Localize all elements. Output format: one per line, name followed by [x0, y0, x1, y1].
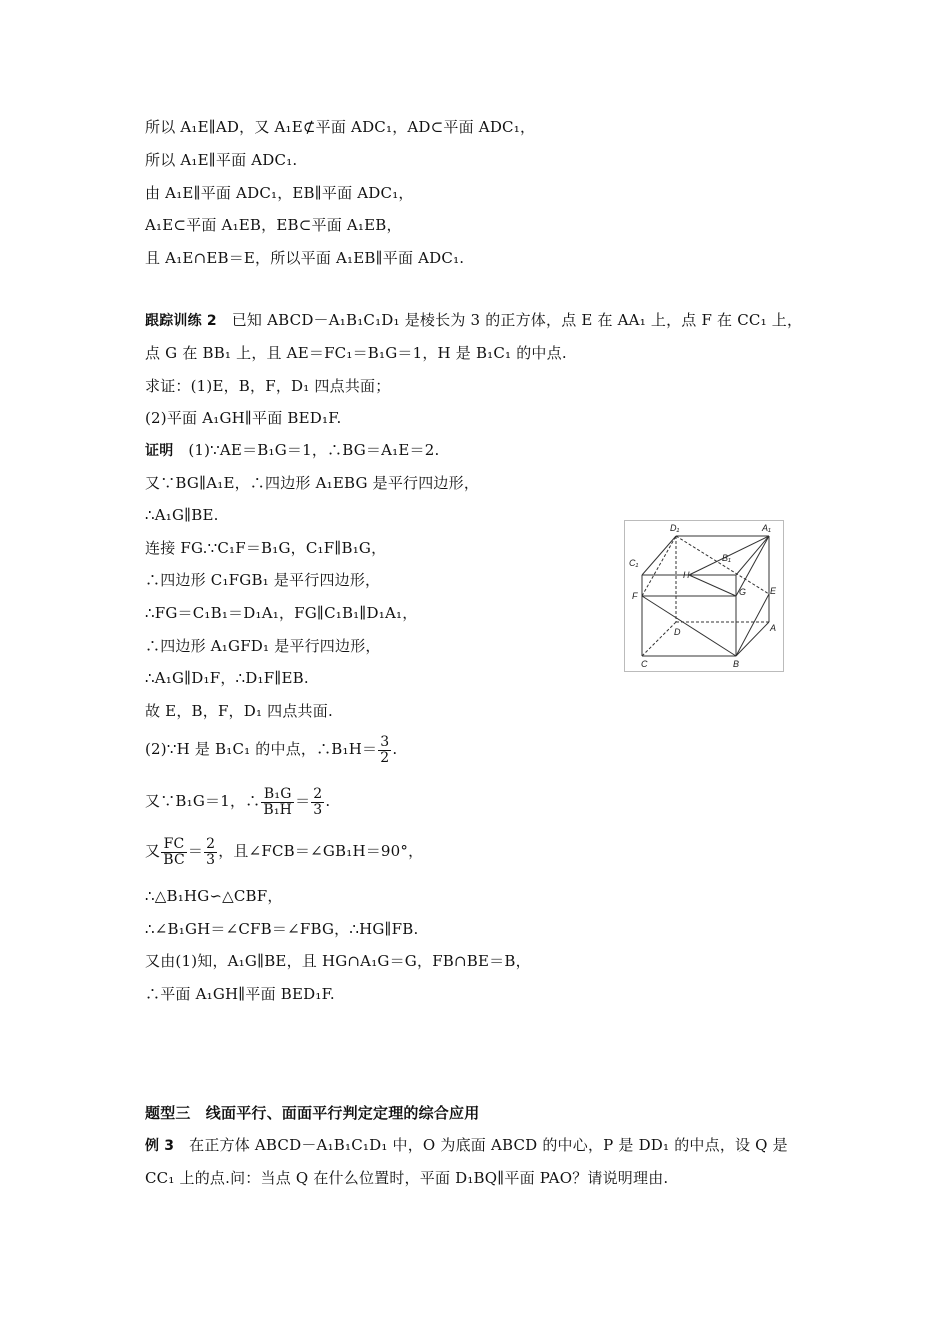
proof2-text-1: (1)∵AE＝B₁G＝1，∴BG＝A₁E＝2.: [188, 441, 440, 459]
fraction-b1g-b1h: [261, 787, 294, 818]
label-b1: B₁: [722, 553, 731, 563]
proof2-text-12-end: ，且∠FCB＝∠GB₁H＝90°，: [218, 842, 424, 860]
fraction-numerator: B₁G: [261, 787, 294, 803]
label-b: B: [733, 659, 740, 669]
label-g: G: [739, 587, 747, 597]
section-title: 题型三 线面平行、面面平行判定定理的综合应用: [145, 1104, 480, 1122]
label-c: C: [641, 659, 648, 669]
proof2-line-14: ∴∠B₁GH＝∠CFB＝∠FBG，∴HG∥FB.: [145, 920, 419, 938]
label-e: E: [770, 586, 777, 596]
proof2-text-10-end: .: [392, 740, 398, 758]
label-d1: D₁: [670, 523, 680, 533]
proof2-text-12: 又: [145, 842, 161, 860]
proof-label: 证明: [145, 443, 174, 459]
fraction-numerator: 2: [206, 835, 216, 852]
fraction-denominator: BC: [163, 851, 185, 868]
proof2-line-8: ∴A₁G∥D₁F，∴D₁F∥EB.: [145, 669, 309, 687]
proof2-line-10: [145, 733, 397, 766]
label-a: A: [770, 623, 777, 633]
fraction-numerator: 3: [380, 733, 390, 750]
fraction-numerator: FC: [161, 837, 187, 853]
example3-line-2: CC₁ 上的点.问：当点 Q 在什么位置时，平面 D₁BQ∥平面 PAO？请说明理由.: [145, 1169, 669, 1187]
fraction-2-3: [311, 787, 324, 818]
proof2-line-15: 又由(1)知，A₁G∥BE，且 HG∩A₁G＝G，FB∩BE＝B，: [145, 952, 531, 970]
proof2-line-7: ∴四边形 A₁GFD₁ 是平行四边形，: [145, 637, 381, 655]
proof1-line-4: A₁E⊂平面 A₁EB，EB⊂平面 A₁EB，: [145, 216, 402, 234]
proof2-text-10: (2)∵H 是 B₁C₁ 的中点，∴B₁H＝: [145, 740, 378, 758]
label-a1: A₁: [762, 523, 771, 533]
proof2-line-4: 连接 FG.∵C₁F＝B₁G，C₁F∥B₁G，: [145, 539, 387, 557]
proof2-line-2: 又∵BG∥A₁E，∴四边形 A₁EBG 是平行四边形，: [145, 474, 480, 492]
cube-diagram: [624, 520, 784, 672]
equals-sign: ＝: [187, 842, 204, 860]
proof2-text-11-end: .: [325, 792, 331, 810]
proof1-line-2: 所以 A₁E∥平面 ADC₁.: [145, 151, 298, 169]
fraction-3-2: [378, 735, 391, 766]
fraction-fc-bc: [161, 837, 187, 868]
equals-sign: ＝: [295, 792, 311, 810]
proof2-line-12: [145, 835, 423, 868]
proof2-line-6: ∴FG＝C₁B₁＝D₁A₁，FG∥C₁B₁∥D₁A₁，: [145, 604, 418, 622]
exercise-line-3: 求证：(1)E，B，F，D₁ 四点共面；: [145, 377, 391, 395]
label-f: F: [632, 591, 638, 601]
fraction-2-3b: [204, 837, 217, 868]
exercise-label: 跟踪训练 2: [145, 313, 217, 329]
example3-line-1: [145, 1135, 788, 1156]
fraction-denominator: 3: [313, 801, 323, 818]
exercise-line-1: [145, 310, 802, 331]
fraction-denominator: 3: [206, 851, 216, 868]
cube-figure: [624, 520, 784, 672]
label-c1: C₁: [629, 558, 639, 568]
exercise-text-1: 已知 ABCD－A₁B₁C₁D₁ 是棱长为 3 的正方体，点 E 在 AA₁ 上，点 F 在 CC₁ 上，: [231, 311, 803, 329]
proof1-line-5: 且 A₁E∩EB＝E，所以平面 A₁EB∥平面 ADC₁.: [145, 249, 465, 267]
fraction-denominator: B₁H: [263, 801, 293, 818]
example-label: 例 3: [145, 1138, 175, 1154]
proof1-line-3: 由 A₁E∥平面 ADC₁，EB∥平面 ADC₁，: [145, 184, 414, 202]
proof2-line-3: ∴A₁G∥BE.: [145, 506, 219, 524]
exercise-line-4: (2)平面 A₁GH∥平面 BED₁F.: [145, 409, 342, 427]
proof2-line-13: ∴△B₁HG∽△CBF，: [145, 887, 283, 905]
proof2-line-9: 故 E，B，F，D₁ 四点共面.: [145, 702, 333, 720]
proof2-text-11: 又∵B₁G＝1，∴: [145, 792, 261, 810]
example3-text-1: 在正方体 ABCD－A₁B₁C₁D₁ 中，O 为底面 ABCD 的中心，P 是 DD₁ 的中点，设 Q 是: [189, 1136, 788, 1154]
proof2-line-11: [145, 785, 330, 818]
fraction-denominator: 2: [380, 749, 390, 766]
exercise-line-2: 点 G 在 BB₁ 上，且 AE＝FC₁＝B₁G＝1，H 是 B₁C₁ 的中点.: [145, 344, 567, 362]
proof2-line-16: ∴平面 A₁GH∥平面 BED₁F.: [145, 985, 335, 1003]
label-h: H: [683, 570, 690, 580]
proof1-line-1: 所以 A₁E∥AD，又 A₁E⊄平面 ADC₁，AD⊂平面 ADC₁，: [145, 118, 536, 136]
proof2-line-1: [145, 440, 439, 461]
proof2-line-5: ∴四边形 C₁FGB₁ 是平行四边形，: [145, 571, 381, 589]
fraction-numerator: 2: [313, 785, 323, 802]
label-d: D: [674, 627, 681, 637]
